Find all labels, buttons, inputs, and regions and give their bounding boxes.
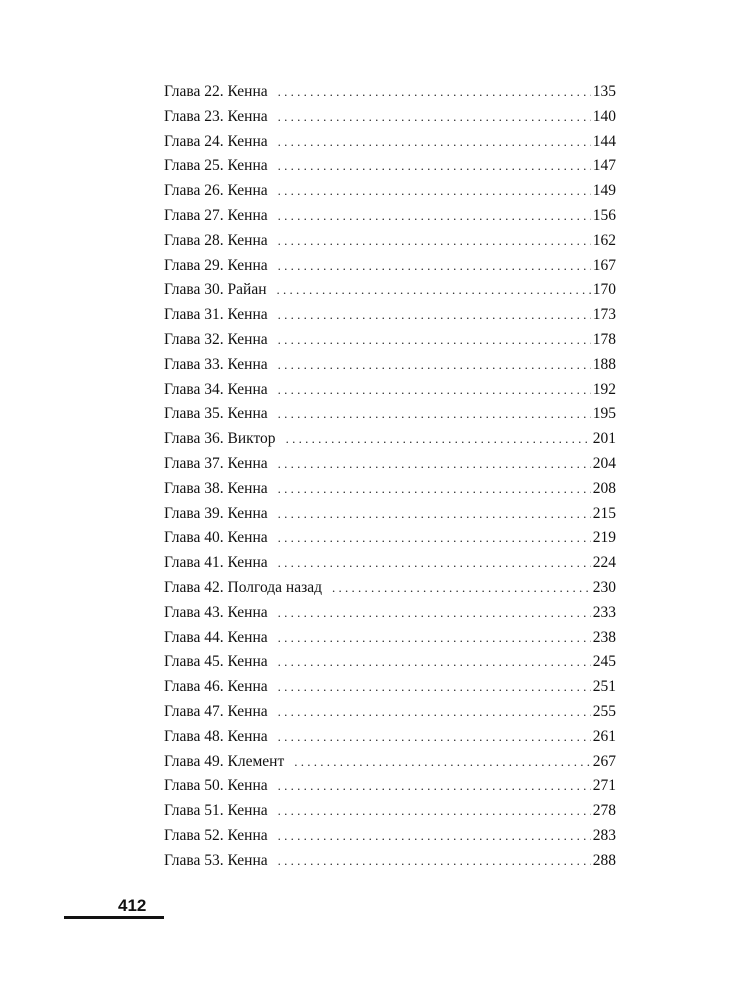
chapter-page-number: 167: [592, 256, 616, 274]
chapter-page-number: 192: [592, 380, 616, 398]
page-number: 412: [118, 896, 147, 915]
dot-leader: [332, 576, 591, 601]
chapter-title: Глава 29. Кенна: [164, 256, 268, 274]
dot-leader: [278, 80, 591, 105]
dot-leader: [294, 750, 591, 775]
dot-leader: [278, 477, 591, 502]
toc-entry: [164, 80, 616, 105]
dot-leader: [278, 675, 591, 700]
toc-entry: [164, 229, 616, 254]
chapter-title: Глава 47. Кенна: [164, 702, 268, 720]
chapter-title: Глава 50. Кенна: [164, 777, 268, 795]
dot-leader: [278, 774, 591, 799]
chapter-title: Глава 52. Кенна: [164, 826, 268, 844]
toc-entry: [164, 154, 616, 179]
toc-entry: [164, 278, 616, 303]
chapter-title: Глава 23. Кенна: [164, 107, 268, 125]
toc-entry: [164, 824, 616, 849]
dot-leader: [278, 402, 591, 427]
chapter-page-number: 147: [592, 157, 616, 175]
toc-entry: [164, 204, 616, 229]
chapter-title: Глава 46. Кенна: [164, 678, 268, 696]
dot-leader: [278, 105, 591, 130]
chapter-title: Глава 26. Кенна: [164, 182, 268, 200]
toc-entry: [164, 799, 616, 824]
chapter-title: Глава 37. Кенна: [164, 454, 268, 472]
dot-leader: [278, 526, 591, 551]
chapter-page-number: 188: [592, 355, 616, 373]
chapter-title: Глава 40. Кенна: [164, 529, 268, 547]
chapter-page-number: 149: [592, 182, 616, 200]
chapter-title: Глава 31. Кенна: [164, 306, 268, 324]
chapter-title: Глава 27. Кенна: [164, 206, 268, 224]
dot-leader: [277, 278, 591, 303]
chapter-page-number: 173: [592, 306, 616, 324]
chapter-page-number: 233: [592, 603, 616, 621]
chapter-title: Глава 28. Кенна: [164, 231, 268, 249]
chapter-title: Глава 45. Кенна: [164, 653, 268, 671]
dot-leader: [278, 601, 591, 626]
dot-leader: [278, 824, 591, 849]
chapter-title: Глава 44. Кенна: [164, 628, 268, 646]
chapter-page-number: 255: [592, 702, 616, 720]
chapter-title: Глава 36. Виктор: [164, 430, 276, 448]
chapter-page-number: 251: [592, 678, 616, 696]
chapter-title: Глава 22. Кенна: [164, 83, 268, 100]
toc-entry: [164, 700, 616, 725]
dot-leader: [278, 551, 591, 576]
table-of-contents: [164, 80, 616, 874]
dot-leader: [286, 427, 591, 452]
chapter-title: Глава 42. Полгода назад: [164, 578, 322, 596]
chapter-title: Глава 51. Кенна: [164, 802, 268, 820]
chapter-page-number: 135: [592, 83, 616, 100]
toc-entry: [164, 353, 616, 378]
toc-entry: [164, 650, 616, 675]
toc-entry: [164, 477, 616, 502]
chapter-page-number: 162: [592, 231, 616, 249]
chapter-page-number: 267: [592, 752, 616, 770]
toc-entry: [164, 849, 616, 874]
dot-leader: [278, 328, 591, 353]
chapter-page-number: 201: [592, 430, 616, 448]
dot-leader: [278, 130, 591, 155]
chapter-title: Глава 49. Клемент: [164, 752, 285, 770]
footer-rule: [64, 916, 164, 919]
dot-leader: [278, 154, 591, 179]
chapter-title: Глава 38. Кенна: [164, 479, 268, 497]
chapter-page-number: 144: [592, 132, 616, 150]
dot-leader: [278, 229, 591, 254]
chapter-title: Глава 34. Кенна: [164, 380, 268, 398]
toc-entry: [164, 179, 616, 204]
chapter-page-number: 278: [592, 802, 616, 820]
chapter-page-number: 245: [592, 653, 616, 671]
chapter-title: Глава 43. Кенна: [164, 603, 268, 621]
dot-leader: [278, 452, 591, 477]
dot-leader: [278, 700, 591, 725]
toc-entry: [164, 402, 616, 427]
dot-leader: [278, 303, 591, 328]
dot-leader: [278, 799, 591, 824]
chapter-page-number: 204: [592, 454, 616, 472]
chapter-page-number: 261: [592, 727, 616, 745]
chapter-title: Глава 30. Райан: [164, 281, 267, 299]
chapter-page-number: 271: [592, 777, 616, 795]
toc-entry: [164, 551, 616, 576]
dot-leader: [278, 179, 591, 204]
toc-entry: [164, 130, 616, 155]
dot-leader: [278, 849, 591, 874]
toc-entry: [164, 576, 616, 601]
toc-entry: [164, 254, 616, 279]
toc-entry: [164, 303, 616, 328]
toc-entry: [164, 378, 616, 403]
chapter-page-number: 170: [592, 281, 616, 299]
dot-leader: [278, 353, 591, 378]
chapter-page-number: 178: [592, 330, 616, 348]
chapter-page-number: 224: [592, 554, 616, 572]
chapter-title: Глава 41. Кенна: [164, 554, 268, 572]
chapter-title: Глава 53. Кенна: [164, 851, 268, 869]
chapter-page-number: 195: [592, 405, 616, 423]
toc-entry: [164, 626, 616, 651]
chapter-page-number: 215: [592, 504, 616, 522]
chapter-title: Глава 33. Кенна: [164, 355, 268, 373]
toc-entry: [164, 502, 616, 527]
toc-entry: [164, 328, 616, 353]
chapter-title: Глава 24. Кенна: [164, 132, 268, 150]
toc-entry: [164, 105, 616, 130]
toc-entry: [164, 601, 616, 626]
dot-leader: [278, 502, 591, 527]
chapter-page-number: 156: [592, 206, 616, 224]
chapter-title: Глава 35. Кенна: [164, 405, 268, 423]
chapter-page-number: 219: [592, 529, 616, 547]
toc-entry: [164, 750, 616, 775]
toc-entry: [164, 725, 616, 750]
chapter-page-number: 208: [592, 479, 616, 497]
chapter-title: Глава 48. Кенна: [164, 727, 268, 745]
chapter-title: Глава 32. Кенна: [164, 330, 268, 348]
dot-leader: [278, 254, 591, 279]
chapter-title: Глава 25. Кенна: [164, 157, 268, 175]
dot-leader: [278, 650, 591, 675]
toc-entry: [164, 526, 616, 551]
toc-entry: [164, 452, 616, 477]
dot-leader: [278, 204, 591, 229]
toc-entry: [164, 427, 616, 452]
chapter-page-number: 230: [592, 578, 616, 596]
toc-entry: [164, 675, 616, 700]
chapter-title: Глава 39. Кенна: [164, 504, 268, 522]
chapter-page-number: 283: [592, 826, 616, 844]
toc-entry: [164, 774, 616, 799]
chapter-page-number: 140: [592, 107, 616, 125]
chapter-page-number: 238: [592, 628, 616, 646]
dot-leader: [278, 725, 591, 750]
chapter-page-number: 288: [592, 851, 616, 869]
dot-leader: [278, 626, 591, 651]
dot-leader: [278, 378, 591, 403]
